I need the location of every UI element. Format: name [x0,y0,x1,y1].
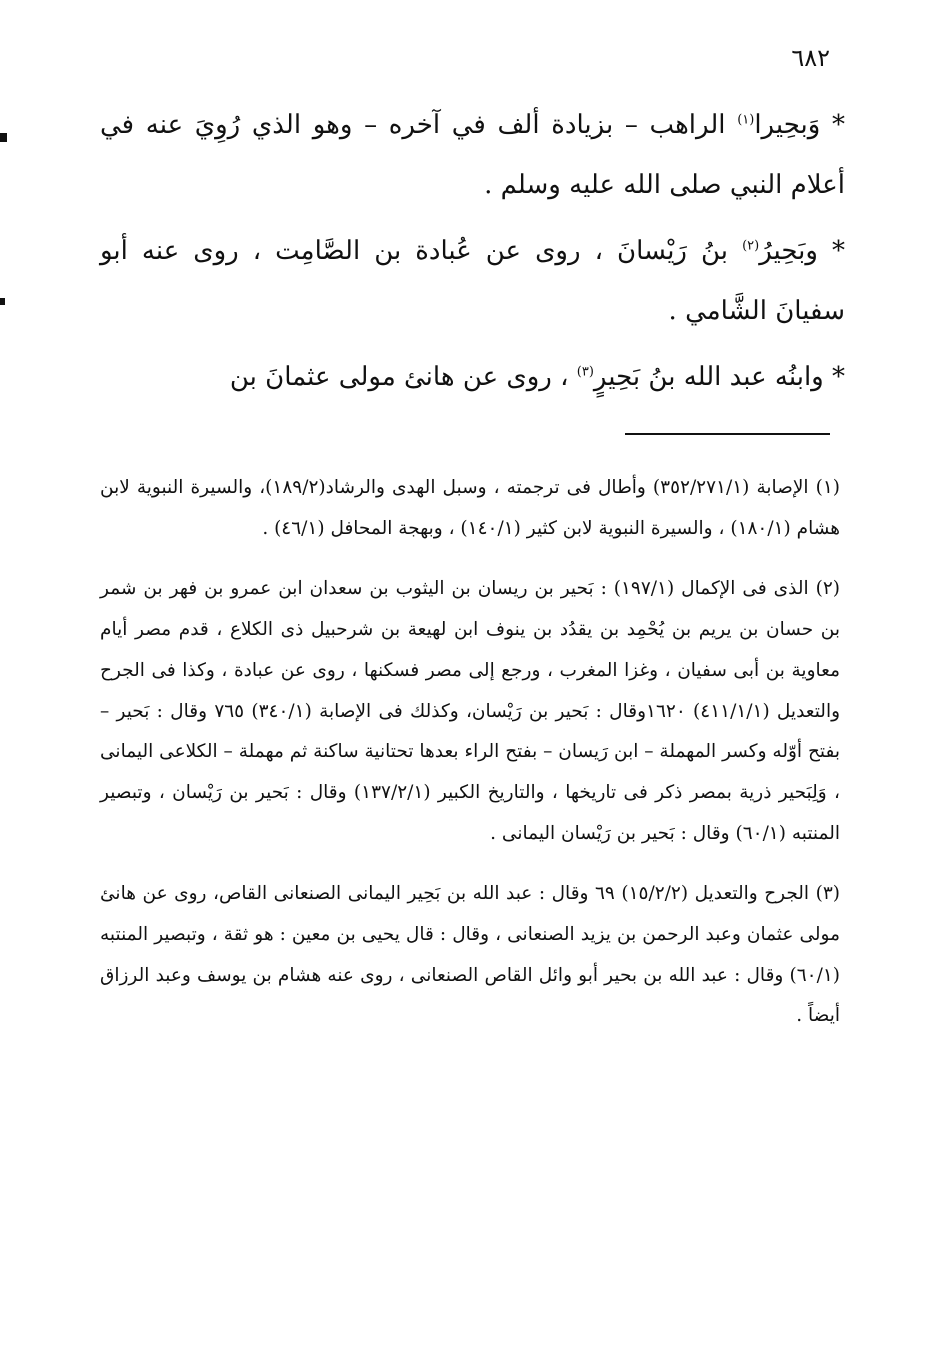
footnote-1: (١) الإصابة (٣٥٢/٢٧١/١) وأطال فى ترجمته ، وسبل الهدى والرشاد(١٨٩/٢)، والسيرة النبوية لابن هشام (١٨٠/١) ، والسيرة النبوية لابن كثير (١٤٠/١) ، وبهجة المحافل (٤٦/١) . [100,477,840,539]
entry-star: * [832,362,845,392]
main-text [100,95,845,413]
entry-name: وبَحِيرُ [759,236,818,266]
footnote-ref: (٢) [742,238,760,254]
entry-name: وَبحِيرا [754,110,821,140]
page-number: ٦٨٢ [791,44,830,72]
entry-text: الراهب – بزيادة ألف في آخره – وهو الذي رُوِيَ عنه في أعلام النبي صلى الله عليه وسلم . [100,110,845,200]
entry-text: بنُ رَيْسانَ ، روى عن عُبادة بن الصَّامِت ، روى عنه أبو سفيانَ الشَّامي . [100,236,845,326]
entry-text: ، روى عن هانئ مولى عثمانَ بن [229,362,569,392]
footnotes [100,468,840,1057]
footnote-2: (٢) الذى فى الإكمال (١٩٧/١) : بَحير بن ريسان بن اليثوب بن سعدان ابن عمرو بن فهر بن شمر بن حسان بن يريم بن يُحْمِد بن يقدُد بن ينوف ابن لهيعة بن شرحبيل ذى الكلاع ، قدم مصر أيام معاوية بن أبى سفيان ، وغزا المغرب ، ورجع إلى مصر فسكنها ، روى عن عبادة ، وكذا فى الجرح والتعديل (٤١١/١/١) ١٦٢٠وقال : بَحير بن رَيْسان، وكذلك فى الإصابة (٣٤٠/١) ٧٦٥ وقال : بَحير – بفتح أوّله وكسر المهملة – ابن رَيسان – بفتح الراء بعدها تحتانية ساكنة ثم مهملة – الكلاعى اليمانى ، وَلِبَحير ذرية بمصر ذكر فى تاريخها ، والتاريخ الكبير (١٣٧/٢/١) وقال : بَحير بن رَيْسان ، وتبصير المنتبه (٦٠/١) وقال : بَحير بن رَيْسان اليمانى . [100,578,841,844]
entry-star: * [832,236,846,266]
entry-bahir-ibn-raysan [100,221,845,341]
footnote-divider [625,433,830,435]
footnote-ref: (٣) [576,364,594,380]
scan-edge-mark [0,133,7,142]
entry-bahira [100,95,845,215]
entry-star: * [832,110,846,140]
footnote-3: (٣) الجرح والتعديل (١٥/٢/٢) ٦٩ وقال : عبد الله بن بَحِير اليمانى الصنعانى القاص، روى عن هانئ مولى عثمان وعبد الرحمن بن يزيد الصنعانى ، وقال : قال يحيى بن معين : هو ثقة ، وتبصير المنتبه (٦٠/١) وقال : عبد الله بن بحير أبو وائل القاص الصنعانى ، روى عنه هشام بن يوسف وعبد الرزاق أيضاً . [100,883,840,1027]
entry-name: وابنُه عبد الله بنُ بَحِيرٍ [593,362,824,392]
footnote-ref: (١) [737,112,755,128]
scan-edge-mark [0,298,5,305]
entry-abdallah-ibn-bahir [100,347,845,407]
